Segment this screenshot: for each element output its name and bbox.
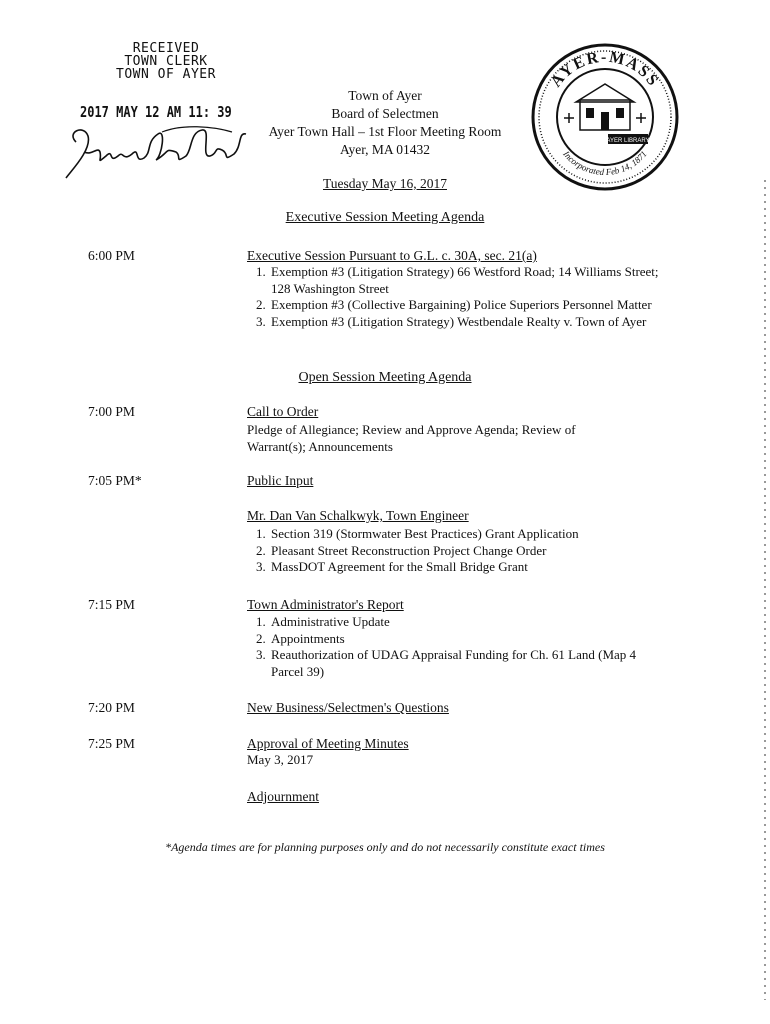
minutes-time: 7:25 PM <box>88 736 135 751</box>
public-heading: Public Input <box>247 473 314 488</box>
engineer-items <box>247 526 667 576</box>
engineer-heading: Mr. Dan Van Schalkwyk, Town Engineer <box>247 508 469 523</box>
town-name: Town of Ayer <box>348 88 422 103</box>
list-item: 3. MassDOT Agreement for the Small Bridge Grant <box>269 559 667 576</box>
list-item: 1. Administrative Update <box>269 614 667 631</box>
stamp-datetime: 2017 MAY 12 AM 11: 39 <box>80 103 232 121</box>
list-item: 2. Pleasant Street Reconstruction Project Change Order <box>269 543 667 560</box>
executive-session-title: Executive Session Meeting Agenda <box>285 210 485 225</box>
public-time: 7:05 PM* <box>88 473 142 488</box>
open-session-title: Open Session Meeting Agenda <box>298 370 472 385</box>
list-item: 3. Exemption #3 (Litigation Strategy) Westbendale Realty v. Town of Ayer <box>269 314 667 331</box>
list-item: 3. Reauthorization of UDAG Appraisal Funding for Ch. 61 Land (Map 4 Parcel 39) <box>269 647 667 680</box>
scan-edge-divider <box>764 180 766 1000</box>
newbiz-heading: New Business/Selectmen's Questions <box>247 700 449 715</box>
clerk-signature <box>62 112 252 182</box>
call-text: Pledge of Allegiance; Review and Approve Agenda; Review of Warrant(s); Announcements <box>247 422 576 454</box>
newbiz-time: 7:20 PM <box>88 700 135 715</box>
list-item: 2. Appointments <box>269 631 667 648</box>
svg-text:AYER-MASS: AYER-MASS <box>547 48 663 91</box>
city-address: Ayer, MA 01432 <box>339 142 431 157</box>
list-item: 1. Section 319 (Stormwater Best Practices) Grant Application <box>269 526 667 543</box>
stamp-line-clerk: TOWN CLERK <box>124 54 208 69</box>
received-stamp <box>96 42 236 81</box>
call-time: 7:00 PM <box>88 404 135 419</box>
svg-text:AYER LIBRARY: AYER LIBRARY <box>606 138 650 144</box>
list-item: 2. Exemption #3 (Collective Bargaining) Police Superiors Personnel Matter <box>269 297 667 314</box>
minutes-heading: Approval of Meeting Minutes <box>247 736 409 751</box>
board-name: Board of Selectmen <box>331 106 439 121</box>
meeting-location: Ayer Town Hall – 1st Floor Meeting Room <box>268 124 502 139</box>
adjournment-heading: Adjournment <box>247 789 319 804</box>
svg-text:Incorporated Feb 14, 1871: Incorporated Feb 14, 1871 <box>561 148 649 178</box>
executive-heading: Executive Session Pursuant to G.L. c. 30A, sec. 21(a) <box>247 248 537 263</box>
meeting-date: Tuesday May 16, 2017 <box>322 176 447 191</box>
admin-time: 7:15 PM <box>88 597 135 612</box>
stamp-line-town: TOWN OF AYER <box>116 67 216 82</box>
town-seal <box>530 42 680 192</box>
call-heading: Call to Order <box>247 404 319 419</box>
agenda-footnote: *Agenda times are for planning purposes only and do not necessarily constitute exact times <box>165 840 605 854</box>
stamp-line-received: RECEIVED <box>132 41 200 56</box>
executive-items <box>247 264 667 330</box>
minutes-text: May 3, 2017 <box>247 752 314 767</box>
admin-items <box>247 614 667 680</box>
list-item: 1. Exemption #3 (Litigation Strategy) 66 Westford Road; 14 Williams Street; 128 Washington Street <box>269 264 667 297</box>
admin-heading: Town Administrator's Report <box>247 597 404 612</box>
executive-time: 6:00 PM <box>88 248 135 263</box>
